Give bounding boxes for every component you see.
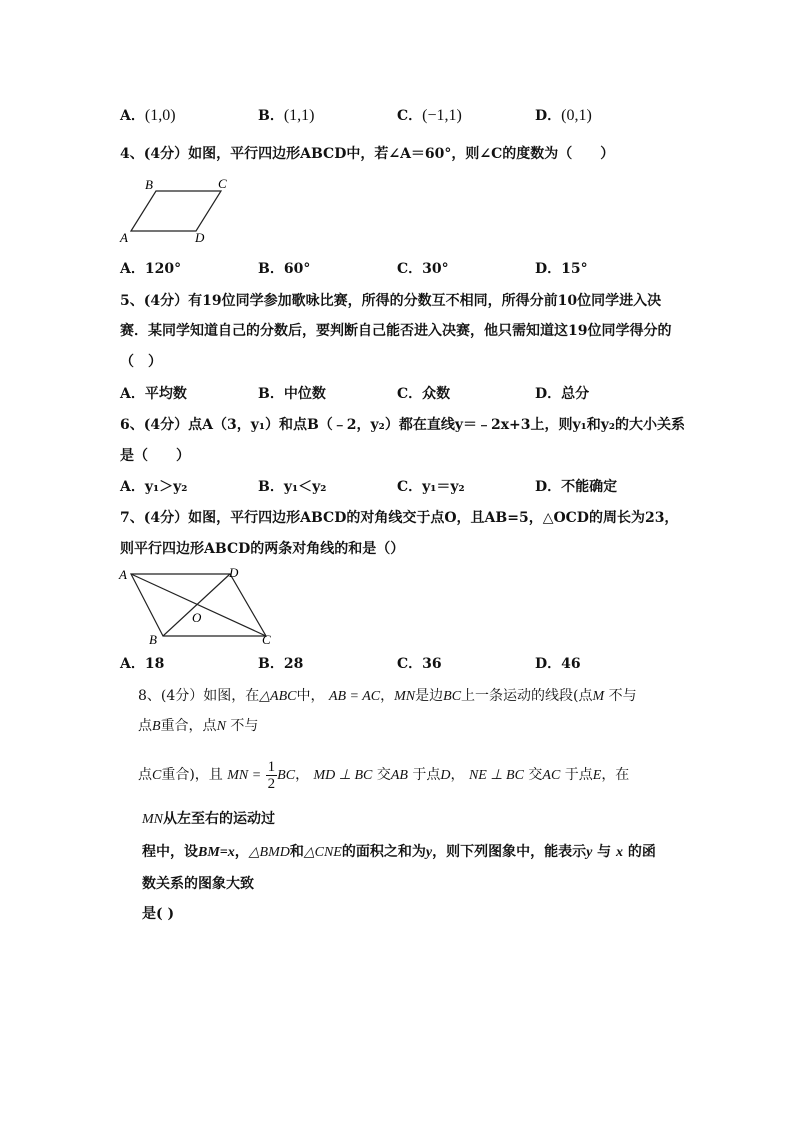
q8-math: BC	[443, 689, 462, 704]
q8-text: 于点	[412, 767, 441, 783]
fraction-one-half	[266, 759, 278, 792]
q5-option-b: B．中位数	[258, 386, 326, 402]
label-O: O	[192, 610, 202, 625]
q8-math: BM=x	[198, 845, 235, 860]
q7-parallelogram-figure	[115, 563, 285, 648]
q6-option-d: D．不能确定	[535, 479, 618, 495]
label-C: C	[262, 632, 271, 647]
q4-option-d: D．15°	[535, 261, 588, 277]
q8-math: AB	[390, 768, 408, 783]
q6-line-1: 6、(4分）点A（3，y₁）和点B（﹣2，y₂）都在直线y＝﹣2x+3上，则y₁和y₂的大小关系	[120, 417, 686, 433]
q8-math: △ABC	[259, 689, 297, 704]
q8-text: 的面积之和为	[341, 844, 426, 860]
q8-text: 程中，设	[142, 844, 198, 860]
q8-math: MN	[142, 812, 163, 827]
fraction-numerator: 1	[267, 758, 276, 775]
q8-text: 点	[138, 718, 152, 734]
q8-math: AB = AC	[328, 689, 381, 704]
q8-math: MD ⊥ BC	[313, 768, 373, 783]
q8-text: 不与	[230, 718, 259, 734]
q8-math: △BMD	[248, 845, 290, 860]
q6-line-2: 是（ ）	[120, 448, 190, 464]
q7-line-1: 7、(4分）如图，平行四边形ABCD的对角线交于点O，且AB=5，△OCD的周长为23，	[120, 510, 679, 526]
q8-math: AC	[542, 768, 561, 783]
q8-text: ，	[380, 688, 395, 704]
q7-option-c: C．36	[397, 656, 442, 672]
q5-option-d: D．总分	[535, 386, 590, 402]
q8-math: y	[586, 845, 593, 860]
q8-text: 是边	[415, 688, 444, 704]
q8-math: y	[425, 845, 433, 860]
q7-option-a: A．18	[120, 656, 165, 672]
label-D: D	[229, 565, 239, 580]
option-value: (1,1)	[283, 107, 315, 124]
label-A: A	[120, 230, 128, 245]
q8-math: D	[440, 768, 451, 783]
q6-option-a: A．y₁＞y₂	[120, 479, 188, 495]
q8-math: BC	[277, 768, 296, 783]
q8-text: 交	[528, 767, 543, 783]
q8-line-7: 是( )	[142, 906, 175, 922]
label-A: A	[119, 567, 127, 582]
q5-line-2: 赛．某同学知道自己的分数后，要判断自己能否进入决赛，他只需知道这19位同学得分的	[120, 323, 672, 339]
q7-line-2: 则平行四边形ABCD的两条对角线的和是（）	[120, 541, 405, 557]
label-B: B	[145, 177, 153, 192]
q4-stem: 4、(4分）如图，平行四边形ABCD中，若∠A＝60°，则∠C的度数为（ ）	[120, 146, 615, 162]
q8-math: M	[592, 689, 605, 704]
option-letter: B．	[258, 108, 284, 124]
q8-text: 8、(4分）如图，在	[138, 688, 260, 704]
q4-parallelogram-figure	[115, 172, 245, 247]
q8-text: 上一条运动的线段(点	[461, 688, 593, 704]
q8-math: MN =	[227, 768, 262, 783]
label-B: B	[149, 632, 157, 647]
q6-option-c: C．y₁＝y₂	[397, 479, 465, 495]
option-value: (0,1)	[561, 107, 592, 124]
q5-option-c: C．众数	[397, 386, 451, 402]
q8-text: 中，	[296, 688, 325, 704]
q3-option-b	[258, 107, 315, 125]
q8-text: 与	[597, 844, 612, 860]
q5-line-3: （ ）	[120, 354, 162, 370]
q8-math: C	[152, 768, 162, 783]
q8-math: NE ⊥ BC	[468, 768, 524, 783]
q8-math: B	[152, 719, 161, 734]
q4-option-b: B．60°	[258, 261, 311, 277]
q8-text: 于点	[564, 767, 593, 783]
label-C: C	[218, 176, 227, 191]
option-value: (−1,1)	[422, 107, 462, 124]
q8-line-1	[138, 687, 637, 706]
q7-option-b: B．28	[258, 656, 304, 672]
q8-line-4	[142, 810, 275, 829]
q3-option-d	[535, 107, 592, 125]
option-letter: C．	[397, 108, 423, 124]
q8-line-2	[138, 717, 258, 736]
q8-text: ，在	[601, 767, 630, 783]
q8-line-3	[138, 757, 629, 794]
q8-text: 的函	[627, 844, 656, 860]
option-value: (1,0)	[144, 107, 176, 124]
q8-text: ，	[450, 767, 465, 783]
q8-text: ，则下列图象中，能表示	[432, 844, 587, 860]
label-D: D	[195, 230, 205, 245]
q4-option-a: A．120°	[120, 261, 182, 277]
q8-math: △CNE	[303, 845, 342, 860]
q8-line-5	[142, 843, 656, 862]
q5-line-1: 5、(4分）有19位同学参加歌咏比赛，所得的分数互不相同，所得分前10位同学进入决	[120, 293, 662, 309]
q8-math: E	[592, 768, 602, 783]
q8-text: 不与	[608, 688, 637, 704]
q8-text: 点	[138, 767, 152, 783]
q3-option-a	[120, 107, 176, 125]
q6-option-b: B．y₁＜y₂	[258, 479, 327, 495]
q8-text: 和	[289, 844, 304, 860]
option-letter: A．	[120, 108, 145, 124]
q8-math: N	[216, 719, 226, 734]
option-letter: D．	[535, 108, 562, 124]
q7-option-d: D．46	[535, 656, 581, 672]
fraction-denominator: 2	[267, 775, 276, 792]
q8-math: MN	[394, 689, 416, 704]
q8-text: ，	[295, 767, 310, 783]
q8-text: 从左至右的运动过	[163, 811, 275, 827]
q8-math: x	[616, 845, 624, 860]
q8-text: 重合，点	[160, 718, 217, 734]
q8-text: ，	[234, 844, 249, 860]
q8-line-6: 数关系的图象大致	[142, 876, 254, 892]
q3-option-c	[397, 107, 462, 125]
q4-option-c: C．30°	[397, 261, 449, 277]
q8-text: 交	[376, 767, 391, 783]
q8-text: 重合)，且	[161, 767, 223, 783]
q5-option-a: A．平均数	[120, 386, 187, 402]
